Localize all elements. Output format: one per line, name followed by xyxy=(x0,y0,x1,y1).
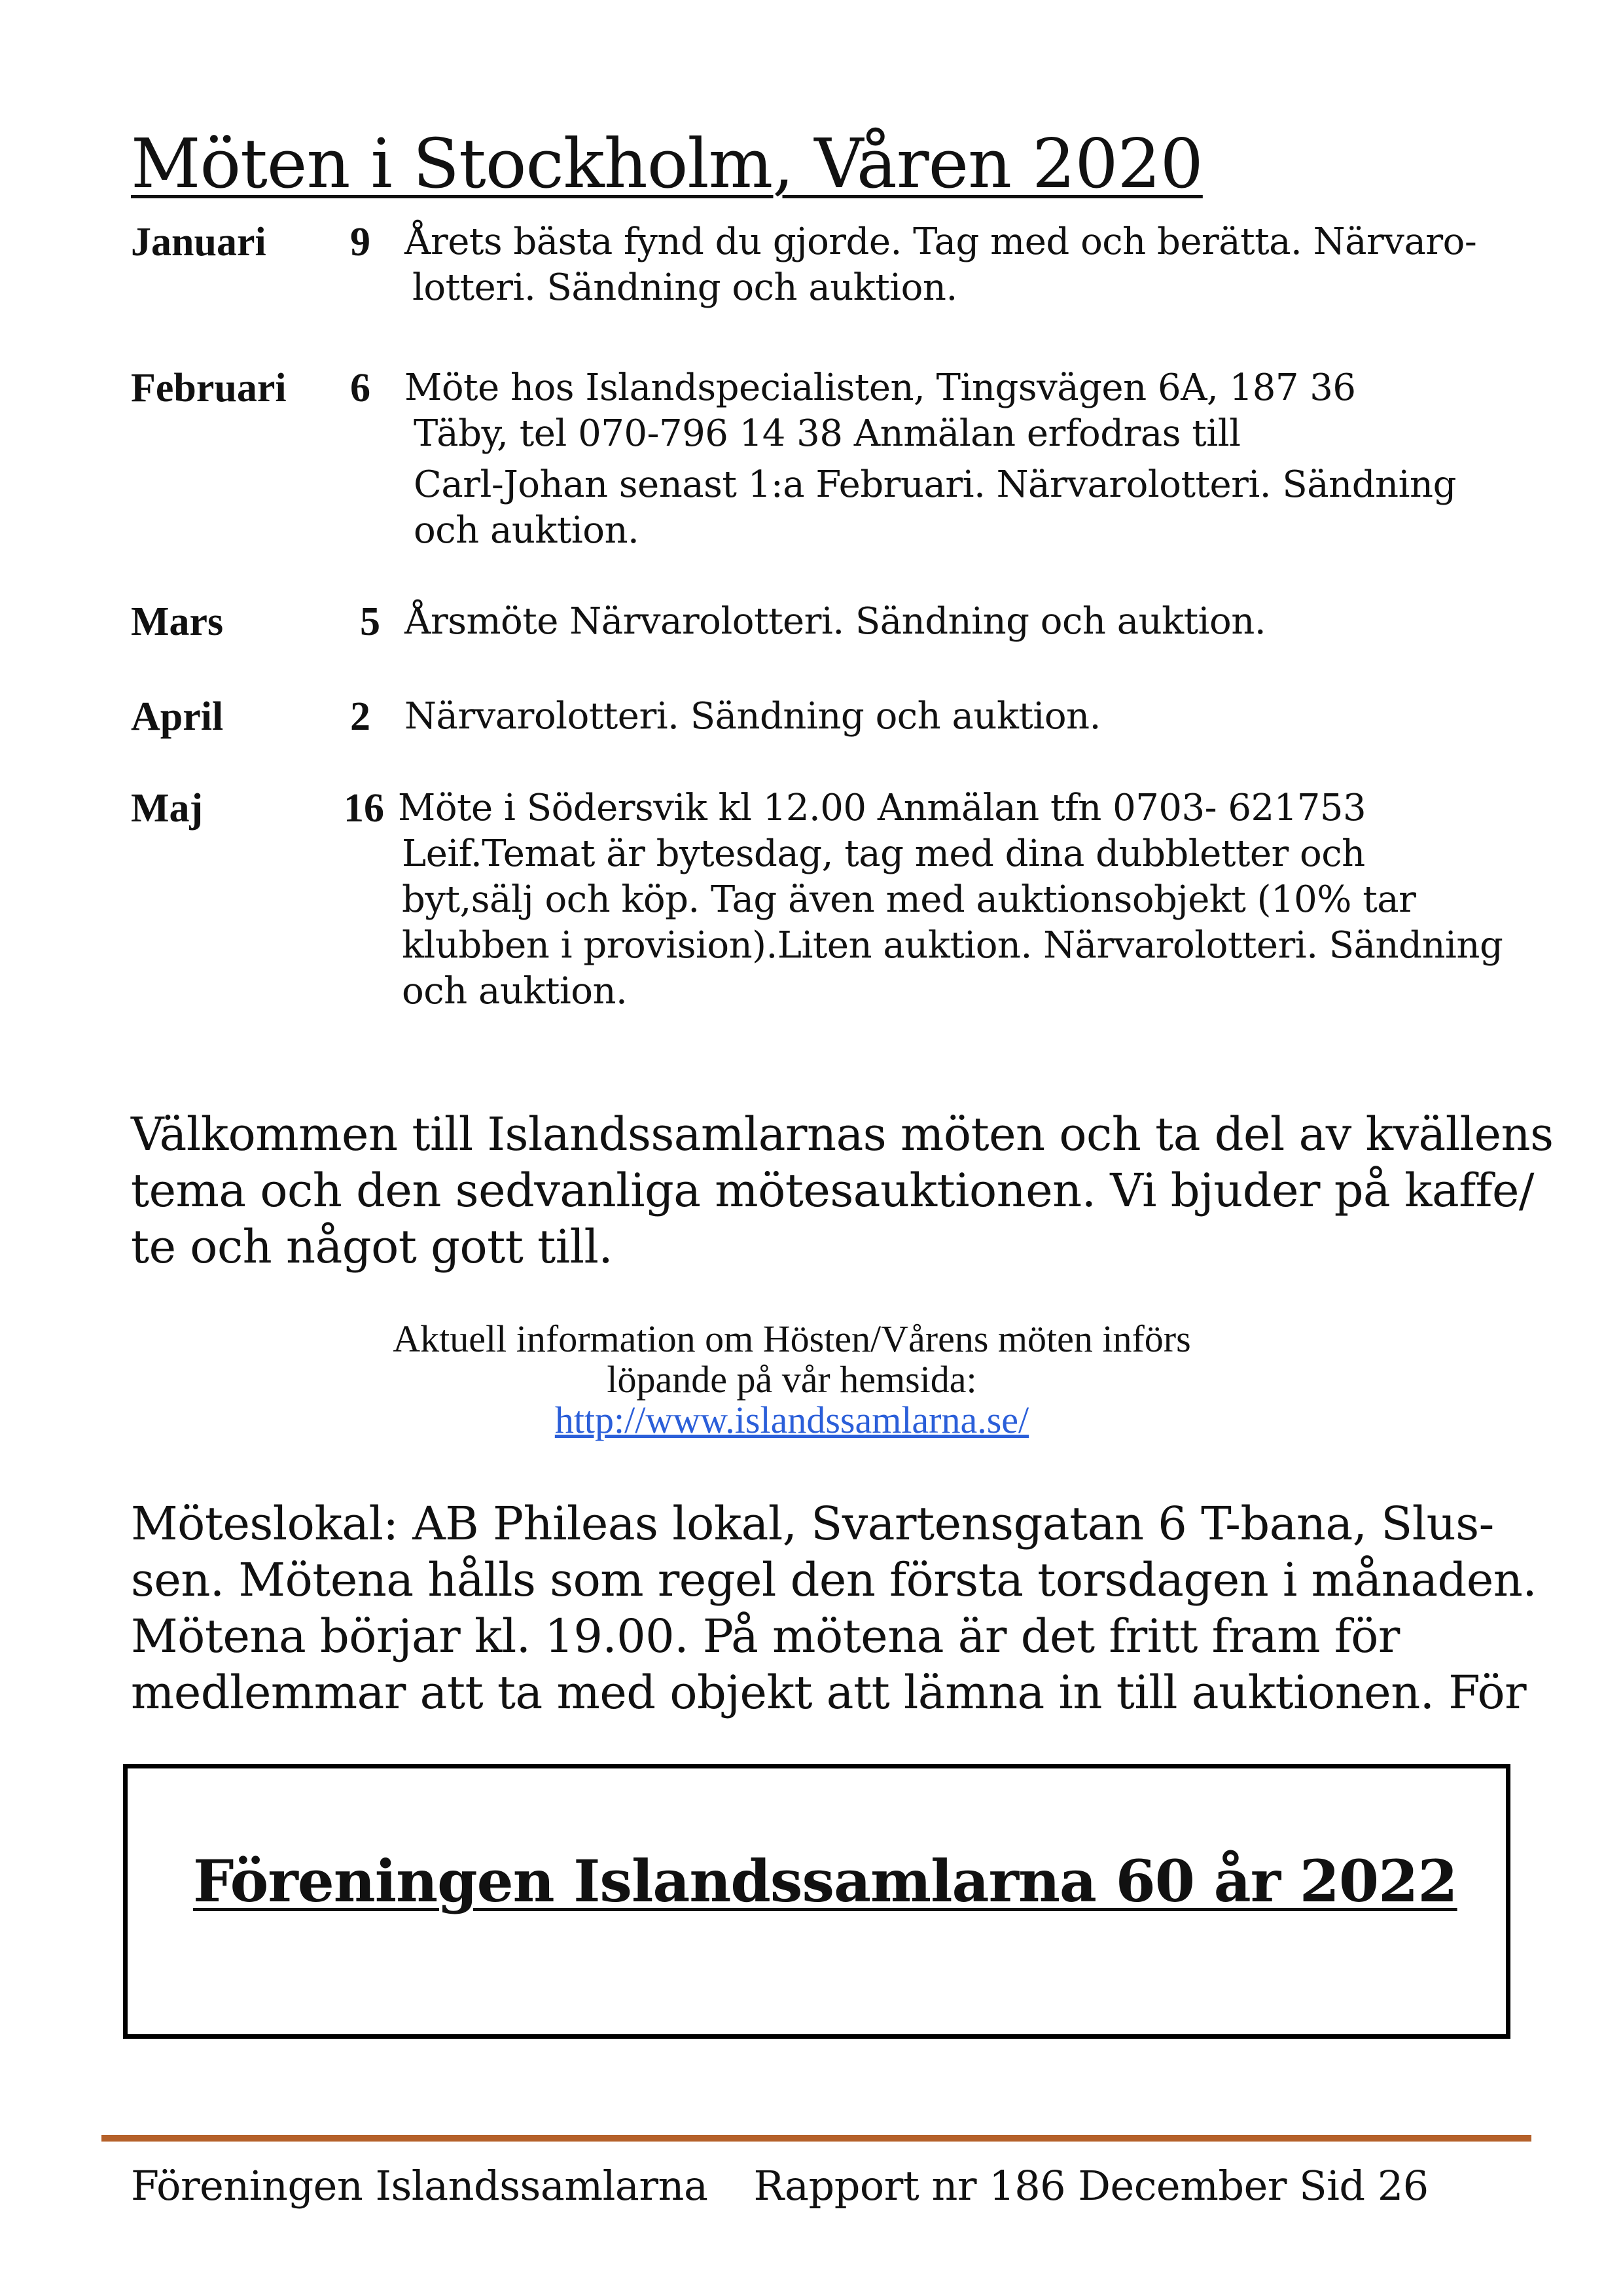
welcome-line: te och något gott till. xyxy=(131,1220,613,1274)
meeting-day: 9 xyxy=(350,220,370,264)
footer-issue: Rapport nr 186 December Sid 26 xyxy=(753,2162,1429,2210)
venue-line: medlemmar att ta med objekt att lämna in till auktionen. För xyxy=(131,1666,1527,1719)
page-title: Möten i Stockholm, Våren 2020 xyxy=(131,124,1203,204)
meeting-text-line: klubben i provision).Liten auktion. Närvarolotteri. Sändning xyxy=(402,924,1503,967)
meeting-text-line: Täby, tel 070-796 14 38 Anmälan erfodras till xyxy=(414,412,1241,455)
meeting-text-line: Leif.Temat är bytesdag, tag med dina dubbletter och xyxy=(402,833,1365,875)
anniversary-title: Föreningen Islandssamlarna 60 år 2022 xyxy=(193,1847,1457,1915)
meeting-text-line: lotteri. Sändning och auktion. xyxy=(412,266,957,309)
meeting-text-line: Carl-Johan senast 1:a Februari. Närvarolotteri. Sändning xyxy=(414,463,1456,506)
meeting-month: Januari xyxy=(131,220,266,264)
venue-paragraph xyxy=(131,1496,1537,1721)
website-info xyxy=(0,1319,1584,1441)
meeting-text-line: Närvarolotteri. Sändning och auktion. xyxy=(404,695,1101,738)
footer-org: Föreningen Islandssamlarna xyxy=(131,2162,708,2210)
venue-line: Möteslokal: AB Phileas lokal, Svartensgatan 6 T-bana, Slus- xyxy=(131,1497,1494,1551)
meeting-text-line: Årsmöte Närvarolotteri. Sändning och auktion. xyxy=(404,600,1266,643)
welcome-line: Välkommen till Islandssamlarnas möten och ta del av kvällens xyxy=(131,1107,1554,1161)
meeting-month: April xyxy=(131,694,224,739)
welcome-line: tema och den sedvanliga mötesauktionen. Vi bjuder på kaffe/ xyxy=(131,1164,1535,1217)
meeting-text-line: byt,sälj och köp. Tag även med auktionsobjekt (10% tar xyxy=(402,878,1416,921)
meeting-text-line: och auktion. xyxy=(402,970,628,1013)
meeting-text-line: Möte i Södersvik kl 12.00 Anmälan tfn 0703- 621753 xyxy=(398,787,1366,829)
meeting-day: 5 xyxy=(360,600,380,644)
meeting-day: 16 xyxy=(344,786,384,831)
info-line: Aktuell information om Hösten/Vårens möten införs xyxy=(393,1318,1191,1360)
anniversary-box xyxy=(123,1764,1510,2039)
info-line: löpande på vår hemsida: xyxy=(607,1358,977,1401)
page-footer xyxy=(131,2160,1429,2212)
meeting-text-line: Årets bästa fynd du gjorde. Tag med och berätta. Närvaro- xyxy=(404,221,1477,263)
welcome-paragraph xyxy=(131,1106,1554,1275)
meeting-month: Februari xyxy=(131,366,287,410)
meeting-text-line: och auktion. xyxy=(414,509,639,552)
venue-line: sen. Mötena hålls som regel den första torsdagen i månaden. xyxy=(131,1553,1537,1607)
meeting-month: Mars xyxy=(131,600,224,644)
venue-line: Mötena börjar kl. 19.00. På mötena är det fritt fram för xyxy=(131,1609,1400,1663)
meeting-day: 2 xyxy=(350,694,370,739)
meeting-text-line: Möte hos Islandspecialisten, Tingsvägen 6A, 187 36 xyxy=(404,367,1356,409)
meeting-day: 6 xyxy=(350,366,370,410)
footer-divider xyxy=(101,2135,1531,2142)
meeting-month: Maj xyxy=(131,786,204,831)
website-link[interactable]: http://www.islandssamlarna.se/ xyxy=(554,1399,1029,1441)
